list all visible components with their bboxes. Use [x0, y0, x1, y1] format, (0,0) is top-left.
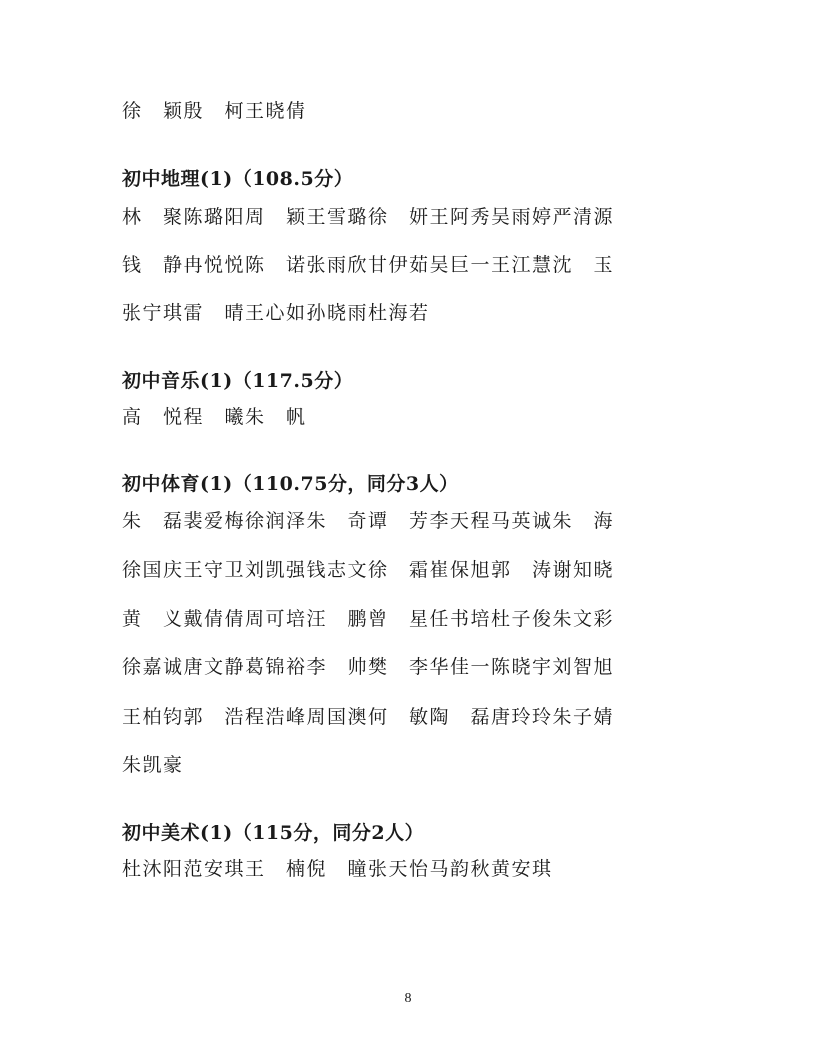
names-line: 朱凯豪 [122, 754, 184, 776]
names-line: 高 悦程 曦朱 帆 [122, 406, 307, 428]
names-line: 徐 颖殷 柯王晓倩 [122, 100, 307, 122]
section-heading-pe: 初中体育(1)（110.75分，同分3人） [122, 473, 459, 495]
names-line: 王柏钧郭 浩程浩峰周国澳何 敏陶 磊唐玲玲朱子婧 [122, 706, 615, 728]
names-line: 徐国庆王守卫刘凯强钱志文徐 霜崔保旭郭 涛谢知晓 [122, 559, 615, 581]
names-line: 林 聚陈璐阳周 颖王雪璐徐 妍王阿秀吴雨婷严清源 [122, 206, 615, 228]
section-heading-music: 初中音乐(1)（117.5分） [122, 370, 354, 392]
names-line: 钱 静冉悦悦陈 诺张雨欣甘伊茹吴巨一王江慧沈 玉 [122, 254, 615, 276]
names-line: 张宁琪雷 晴王心如孙晓雨杜海若 [122, 302, 430, 324]
section-heading-geography: 初中地理(1)（108.5分） [122, 168, 354, 190]
names-line: 黄 义戴倩倩周可培汪 鹏曾 星任书培杜子俊朱文彩 [122, 608, 615, 630]
names-line: 杜沐阳范安琪王 楠倪 瞳张天怡马韵秋黄安琪 [122, 858, 553, 880]
names-line: 朱 磊裴爱梅徐润泽朱 奇谭 芳李天程马英诚朱 海 [122, 510, 615, 532]
names-line: 徐嘉诚唐文静葛锦裕李 帅樊 李华佳一陈晓宇刘智旭 [122, 656, 615, 678]
page-number: 8 [404, 991, 412, 1006]
section-heading-art: 初中美术(1)（115分，同分2人） [122, 822, 425, 844]
